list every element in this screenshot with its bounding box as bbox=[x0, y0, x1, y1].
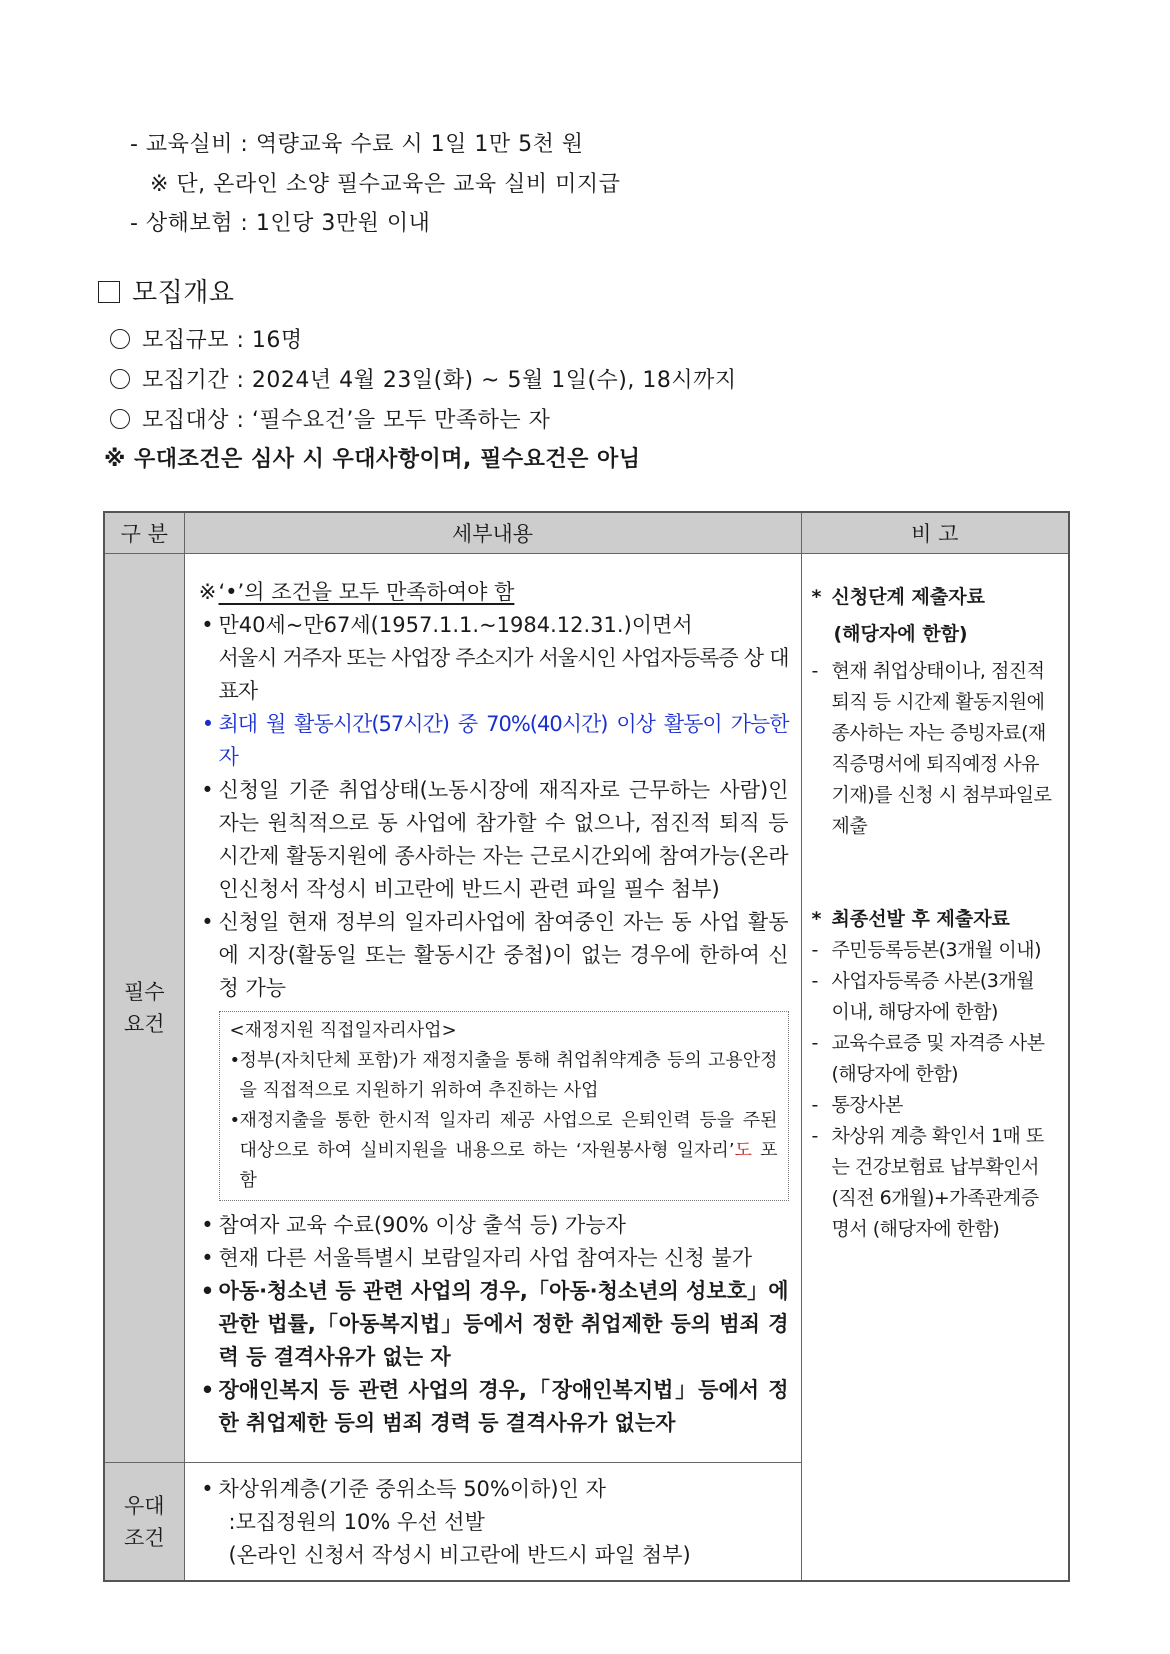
bullet-icon: • bbox=[201, 1213, 214, 1237]
list-item: • 신청일 현재 정부의 일자리사업에 참여중인 자는 동 사업 활동에 지장(활동일 또는 활동시간 중첩)이 없는 경우에 한하여 신청 가능 bbox=[197, 906, 789, 1005]
list-item: • 아동·청소년 등 관련 사업의 경우,「아동·청소년의 성보호」에 관한 법률,「아동복지법」등에서 정한 취업제한 등의 범죄 경력 등 결격사유가 없는 자 bbox=[197, 1275, 789, 1374]
bullet-icon: • bbox=[229, 1110, 241, 1131]
note-item: - 주민등록등본(3개월 이내) bbox=[811, 939, 1041, 961]
circle-bullet-icon bbox=[110, 409, 130, 429]
preferred-detail-line: :모집정원의 10% 우선 선발 bbox=[228, 1510, 485, 1534]
note-item: - 차상위 계층 확인서 1매 또는 건강보험료 납부확인서(직전 6개월)+가족관계증명서 (해당자에 한함) bbox=[811, 1125, 1044, 1240]
list-item: • 차상위계층(기준 중위소득 50%이하)인 자 bbox=[197, 1473, 789, 1506]
list-item: • 장애인복지 등 관련 사업의 경우,「장애인복지법」등에서 정한 취업제한 등의 범죄 경력 등 결격사유가 없는자 bbox=[197, 1374, 789, 1440]
note-heading-application: * 신청단계 제출자료 bbox=[812, 582, 1055, 613]
bullet-icon: • bbox=[201, 1246, 214, 1270]
insurance-line: - 상해보험 : 1인당 3만원 이내 bbox=[130, 211, 431, 236]
circle-bullet-icon bbox=[110, 369, 130, 389]
remarks-cell bbox=[801, 554, 1069, 1582]
inset-item: • 재정지출을 통한 한시적 일자리 제공 사업으로 은퇴인력 등을 주된 대상으로 하여 실비지원을 내용으로 하는 ‘자원봉사형 일자리’도 포함 bbox=[230, 1106, 778, 1196]
preference-note: ※ 우대조건은 심사 시 우대사항이며, 필수요건은 아님 bbox=[104, 447, 641, 472]
note-item: - 현재 취업상태이나, 점진적 퇴직 등 시간제 활동지원에 종사하는 자는 증빙자료(재직증명서에 퇴직예정 사유기재)를 신청 시 첨부파일로 제출 bbox=[811, 660, 1052, 837]
square-bullet-icon bbox=[98, 281, 120, 303]
category-preferred: 우대 조건 bbox=[104, 1463, 184, 1582]
list-item: • 현재 다른 서울특별시 보람일자리 사업 참여자는 신청 불가 bbox=[197, 1242, 789, 1275]
reference-mark-icon: ※ bbox=[198, 580, 217, 604]
lead-note: ※ ‘•’의 조건을 모두 만족하여야 함 bbox=[197, 576, 789, 609]
bullet-icon: • bbox=[200, 1378, 215, 1402]
header-category: 구 분 bbox=[104, 512, 184, 554]
bullet-icon: • bbox=[229, 1050, 241, 1071]
edu-fee-note: ※ 단, 온라인 소양 필수교육은 교육 실비 미지급 bbox=[150, 172, 621, 197]
section-title: 모집개요 bbox=[132, 278, 235, 308]
list-item: • 신청일 기준 취업상태(노동시장에 재직자로 근무하는 사람)인 자는 원칙적으로 동 사업에 참가할 수 없으나, 점진적 퇴직 등 시간제 활동지원에 종사하는 자는 근로시간외에 참여가능(온라인신청서 작성시 비고란에 반드시 관련 파일 필수 첨부) bbox=[197, 774, 789, 906]
category-required: 필수 요건 bbox=[104, 554, 184, 1463]
note-heading-final: * 최종선발 후 제출자료 bbox=[812, 904, 1055, 935]
list-item: • 참여자 교육 수료(90% 이상 출석 등) 가능자 bbox=[197, 1209, 789, 1242]
edu-fee-line: - 교육실비 : 역량교육 수료 시 1일 1만 5천 원 bbox=[130, 132, 584, 157]
requirements-table bbox=[103, 511, 1070, 1582]
section-heading bbox=[98, 279, 234, 307]
bullet-icon: • bbox=[201, 778, 214, 802]
bullet-icon: • bbox=[201, 1477, 214, 1501]
inset-title: <재정지원 직접일자리사업> bbox=[229, 1020, 457, 1041]
required-details bbox=[184, 554, 801, 1463]
recruit-period: 모집기간 : 2024년 4월 23일(화) ~ 5월 1일(수), 18시까지 bbox=[110, 367, 737, 395]
asterisk-icon: * bbox=[811, 908, 822, 930]
inset-item: • 정부(자치단체 포함)가 재정지출을 통해 취업취약계층 등의 고용안정을 직접적으로 지원하기 위하여 추진하는 사업 bbox=[230, 1046, 778, 1106]
bullet-icon: • bbox=[201, 910, 214, 934]
bullet-icon: • bbox=[200, 1279, 215, 1303]
bullet-icon: • bbox=[201, 613, 214, 637]
table-header-row bbox=[104, 512, 1069, 554]
preferred-detail-line: (온라인 신청서 작성시 비고란에 반드시 파일 첨부) bbox=[228, 1543, 691, 1567]
note-heading-sub: (해당자에 한함) bbox=[833, 623, 968, 645]
header-remarks: 비 고 bbox=[801, 512, 1069, 554]
note-item: - 사업자등록증 사본(3개월 이내, 해당자에 한함) bbox=[811, 970, 1035, 1023]
table-row-required bbox=[104, 554, 1069, 1463]
list-item: • 만40세~만67세(1957.1.1.~1984.12.31.)이면서 서울시 거주자 또는 사업장 주소지가 서울시인 사업자등록증 상 대표자 bbox=[197, 609, 789, 708]
bullet-icon: • bbox=[201, 712, 214, 736]
asterisk-icon: * bbox=[811, 586, 822, 608]
circle-bullet-icon bbox=[110, 329, 130, 349]
note-item: - 교육수료증 및 자격증 사본(해당자에 한함) bbox=[811, 1032, 1045, 1085]
header-details: 세부내용 bbox=[184, 512, 801, 554]
list-item-highlight: • 최대 월 활동시간(57시간) 중 70%(40시간) 이상 활동이 가능한 자 bbox=[197, 708, 789, 774]
recruit-target: 모집대상 : ‘필수요건’을 모두 만족하는 자 bbox=[110, 407, 550, 435]
note-item: - 통장사본 bbox=[811, 1094, 903, 1116]
direct-job-program-box bbox=[219, 1011, 789, 1201]
preferred-details bbox=[184, 1463, 801, 1582]
recruit-size: 모집규모 : 16명 bbox=[110, 327, 303, 355]
